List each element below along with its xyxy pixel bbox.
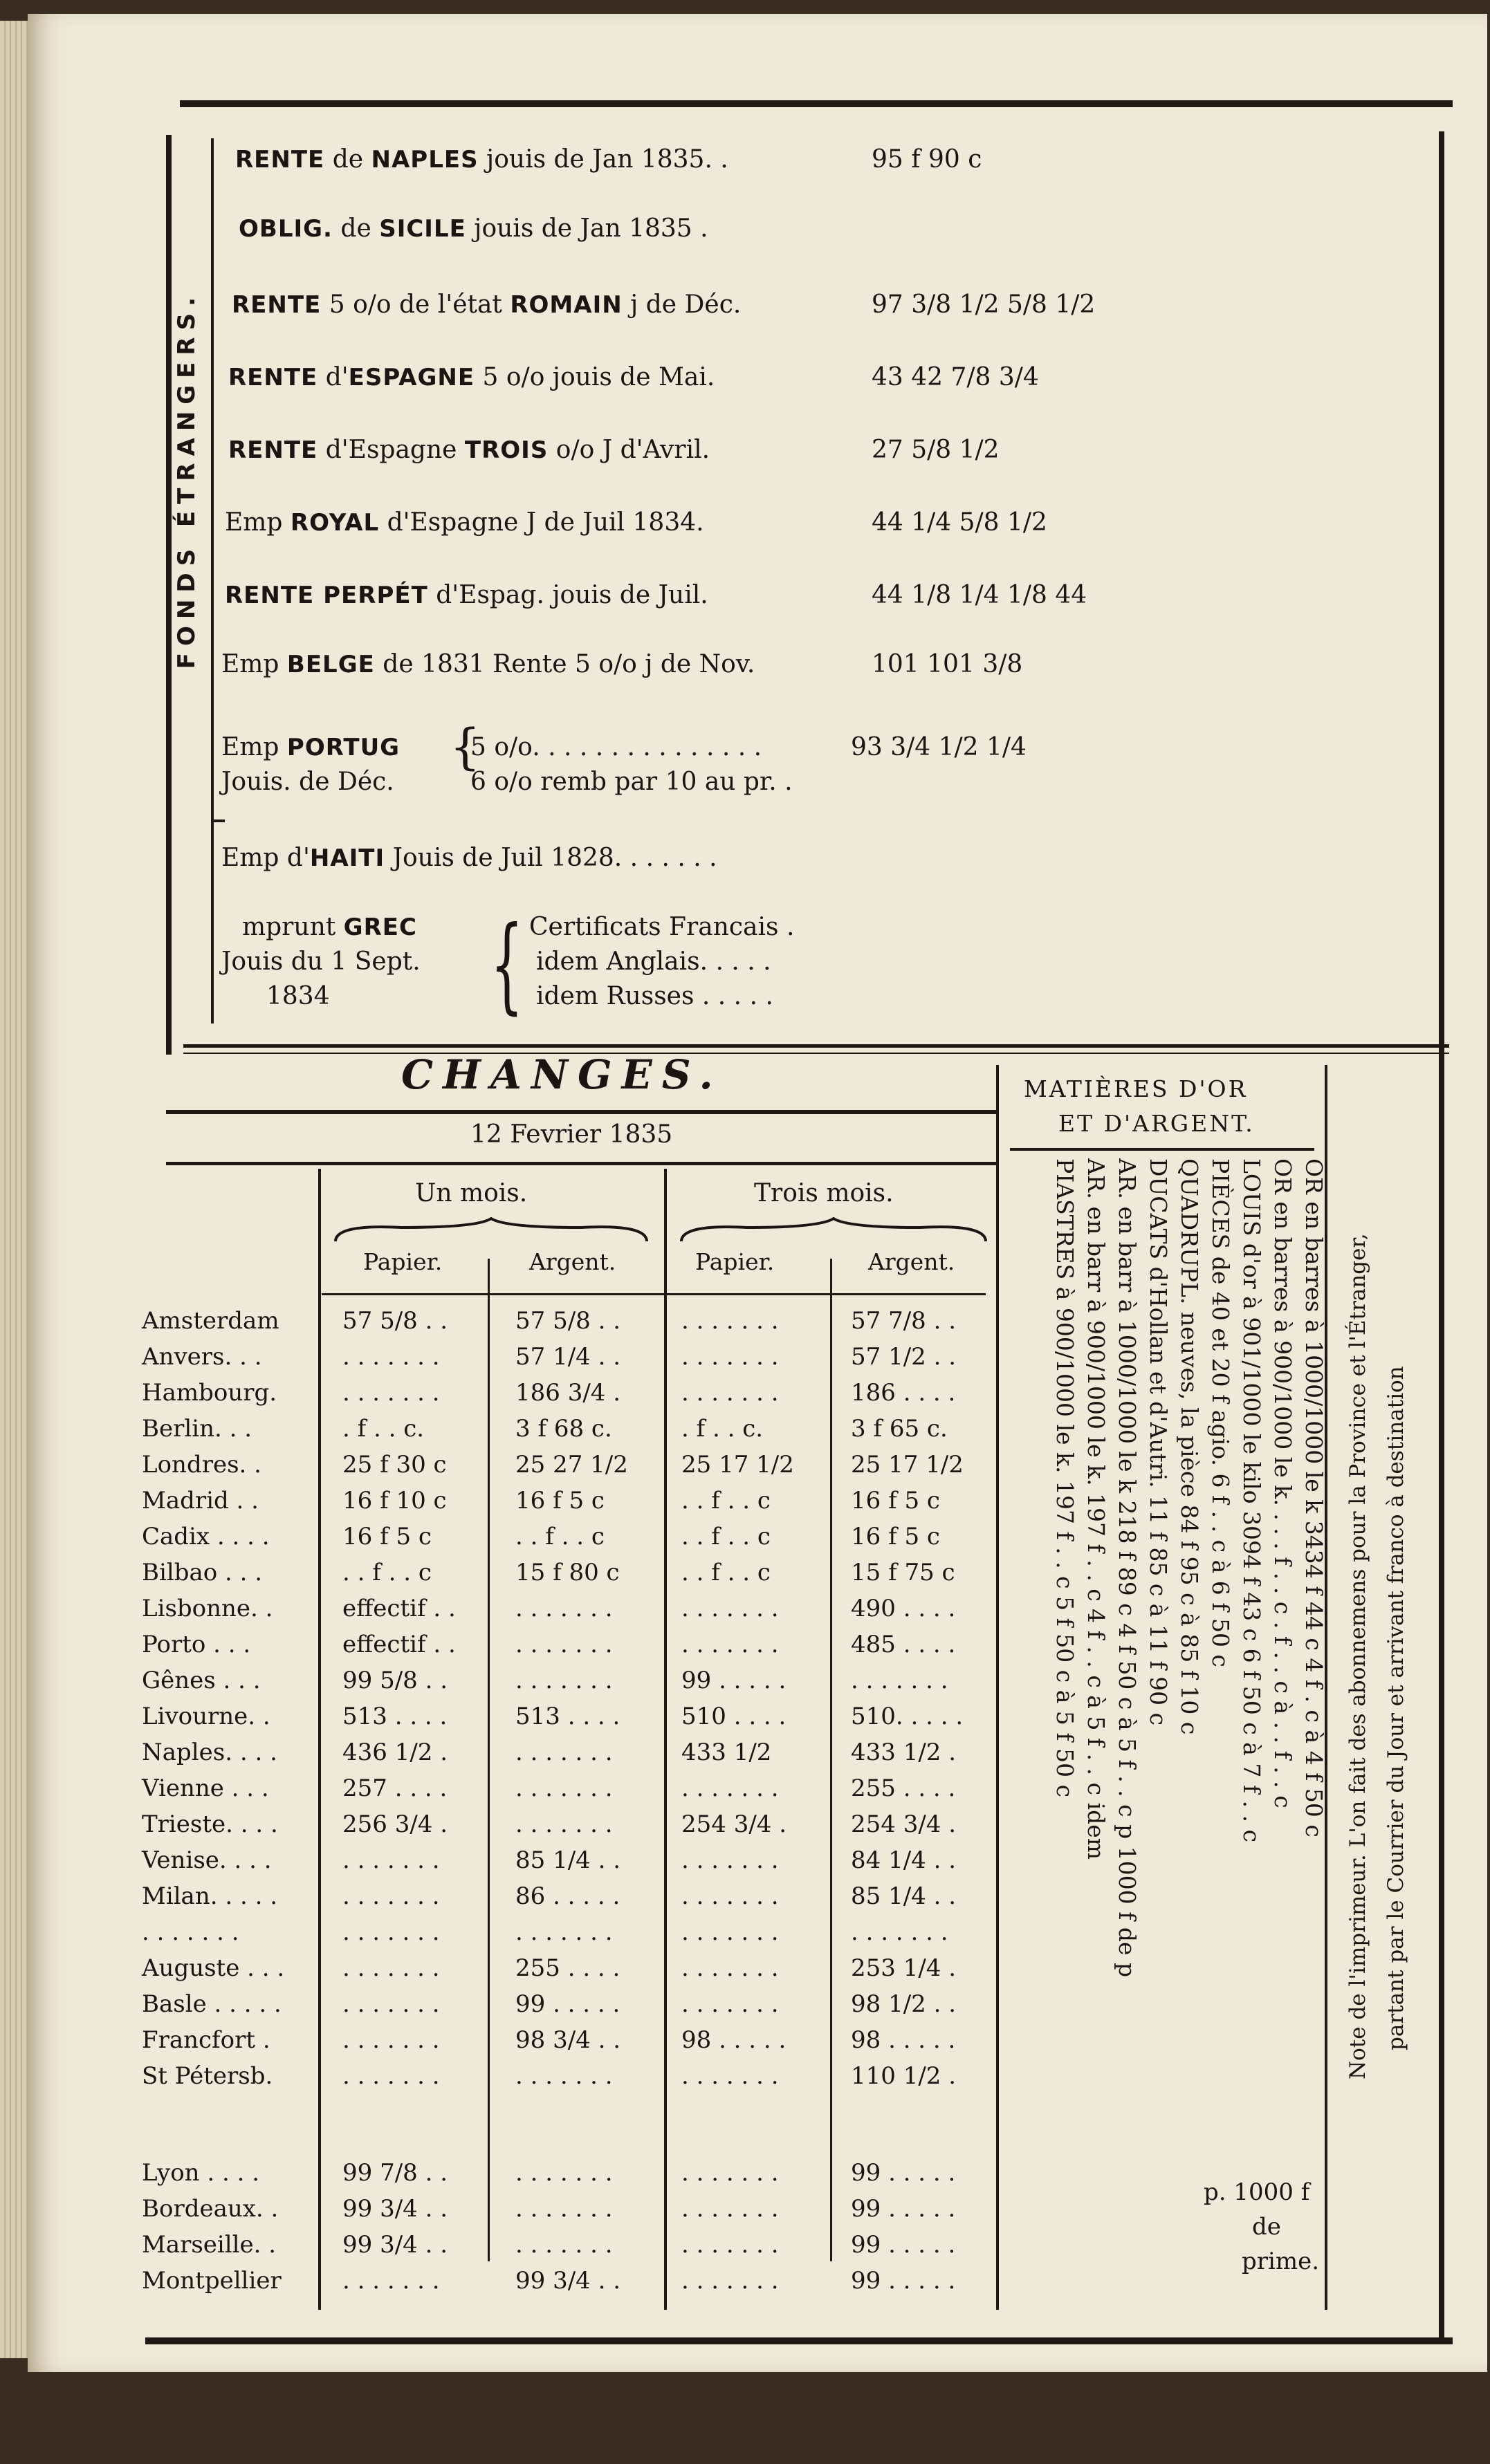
place-name: St Pétersb. — [142, 2062, 273, 2090]
matiere-entry: PIÈCES de 40 et 20 f agio. 6 f . . c à 6 f 50 c — [1207, 1158, 1234, 1667]
exchange-rate-cell: 25 17 1/2 — [681, 1451, 794, 1479]
exchange-rate-cell: . . . . . . . — [342, 1918, 440, 1946]
exchange-rate-cell: . . . . . . . — [342, 1882, 440, 1910]
exchange-rate-cell: . . . . . . . — [681, 1343, 779, 1371]
exchange-rate-cell: 3 f 68 c. — [515, 1415, 612, 1443]
exchange-rate-cell: . . . . . . . — [342, 1343, 440, 1371]
matieres-rule — [1010, 1148, 1314, 1151]
note-line-2: partant par le Courrier du Jour et arrivant franco à destination — [1383, 1366, 1408, 2050]
prime-prime: prime. — [1242, 2248, 1320, 2275]
header-papier-2: Papier. — [695, 1248, 775, 1275]
section-rule-1 — [183, 1044, 1449, 1048]
section-rule-2 — [183, 1053, 1449, 1054]
fonds-row-pre: Emp — [221, 650, 287, 678]
fonds-row-bold2: ESPAGNE — [348, 364, 475, 391]
changes-date: 12 Fevrier 1835 — [470, 1120, 673, 1149]
fonds-divider — [211, 138, 214, 1023]
fonds-row — [228, 363, 1039, 391]
portug-name: PORTUG — [286, 734, 401, 761]
fonds-row-bold2: TROIS — [464, 436, 549, 464]
fonds-row-post: jouis de Jan 1835. . — [478, 145, 728, 174]
exchange-rate-cell: . . f . . c — [681, 1559, 771, 1586]
exchange-rate-cell: 99 3/4 . . — [515, 2267, 621, 2295]
fonds-etrangers-label: FONDS ÉTRANGERS. — [173, 290, 201, 669]
exchange-rate-cell: 99 3/4 . . — [342, 2195, 448, 2223]
exchange-rate-cell: . . . . . . . — [515, 2231, 613, 2259]
haiti-divider — [211, 819, 225, 822]
fonds-row-bold: RENTE — [235, 146, 325, 174]
exchange-rate-cell: . . . . . . . — [342, 2062, 440, 2090]
exchange-rate-cell: . . . . . . . — [681, 1846, 779, 1874]
place-name: Milan. . . . . — [142, 1882, 277, 1910]
exchange-rate-cell: . . . . . . . — [681, 1595, 779, 1622]
fonds-row-bold: BELGE — [286, 651, 375, 678]
fonds-row-bold: ROYAL — [290, 509, 380, 537]
exchange-rate-cell: . . . . . . . — [681, 2231, 779, 2259]
exchange-rate-cell: 16 f 10 c — [342, 1487, 447, 1514]
haiti-prefix: Emp d' — [221, 844, 310, 872]
exchange-rate-cell: . . . . . . . — [342, 1954, 440, 1982]
exchange-rate-cell: . . . . . . . — [515, 2195, 613, 2223]
grec-cert-francais: Certificats Francais . — [529, 913, 795, 941]
exchange-rate-cell: 257 . . . . — [342, 1775, 448, 1802]
place-name: Venise. . . . — [142, 1846, 272, 1874]
exchange-rate-cell: 254 3/4 . — [851, 1810, 957, 1838]
place-name: Marseille. . — [142, 2231, 277, 2259]
fonds-row-mid: de 1831 Rente 5 o/o j de Nov. — [374, 650, 755, 678]
exchange-rate-cell: 98 . . . . . — [681, 2026, 787, 2054]
place-name: Naples. . . . — [142, 1739, 277, 1766]
fonds-row — [232, 290, 1096, 319]
place-name: . . . . . . . — [142, 1918, 239, 1946]
fonds-row — [221, 650, 1023, 678]
exchange-rate-cell: 513 . . . . — [342, 1703, 448, 1730]
fonds-row-price: 43 42 7/8 3/4 — [872, 363, 1039, 391]
header-trois-mois: Trois mois. — [754, 1179, 894, 1207]
fonds-row-bold2: ROMAIN — [510, 291, 623, 319]
col-rule-places — [318, 1169, 321, 2310]
place-name: Lisbonne. . — [142, 1595, 273, 1622]
exchange-rate-cell: 16 f 5 c — [851, 1523, 940, 1550]
grec-brace: { — [490, 905, 524, 1025]
exchange-rate-cell: 57 7/8 . . — [851, 1307, 957, 1335]
haiti-name: HAITI — [309, 844, 385, 872]
fonds-row-price: 95 f 90 c — [872, 145, 982, 174]
exchange-rate-cell: 99 5/8 . . — [342, 1667, 448, 1694]
grec-cert-anglais: idem Anglais. . . . . — [536, 947, 771, 976]
fonds-row-price: 44 1/8 1/4 1/8 44 — [872, 581, 1087, 609]
exchange-rate-cell: 98 . . . . . — [851, 2026, 956, 2054]
place-name: Cadix . . . . — [142, 1523, 270, 1550]
exchange-rate-cell: 433 1/2 . — [851, 1739, 957, 1766]
exchange-rate-cell: 25 f 30 c — [342, 1451, 447, 1479]
fonds-row-bold2: SICILE — [379, 215, 466, 243]
fonds-row-bold: RENTE PERPÉT — [225, 582, 428, 609]
exchange-rate-cell: 510. . . . . — [851, 1703, 964, 1730]
exchange-rate-cell: 15 f 80 c — [515, 1559, 620, 1586]
matieres-title-1: MATIÈRES D'OR — [1024, 1075, 1248, 1102]
exchange-rate-cell: . . . . . . . — [342, 1379, 440, 1407]
exchange-rate-cell: 3 f 65 c. — [851, 1415, 948, 1443]
matieres-title-2: ET D'ARGENT. — [1058, 1110, 1255, 1137]
exchange-rate-cell: 510 . . . . — [681, 1703, 787, 1730]
col-rule-2 — [664, 1169, 667, 2310]
fonds-row — [225, 508, 1047, 537]
grec-line-2: Jouis du 1 Sept. — [221, 947, 421, 976]
right-border — [1439, 131, 1444, 2337]
exchange-rate-cell: . . . . . . . — [851, 1918, 948, 1946]
portug-price: 93 3/4 1/2 1/4 — [851, 733, 1027, 761]
col-rule-4 — [996, 1065, 999, 2310]
fonds-row-mid: d'Espagne — [318, 436, 465, 464]
exchange-rate-cell: 16 f 5 c — [342, 1523, 432, 1550]
fonds-row-mid: d'Espagne J de Juil 1834. — [379, 508, 704, 537]
exchange-rate-cell: . . f . . c — [342, 1559, 432, 1586]
grec-cert-russes: idem Russes . . . . . — [536, 982, 773, 1010]
header-papier-1: Papier. — [363, 1248, 443, 1275]
fonds-row-bold: RENTE — [228, 364, 318, 391]
header-un-mois: Un mois. — [415, 1179, 528, 1207]
exchange-rate-cell: . . . . . . . — [681, 1631, 779, 1658]
exchange-rate-cell: . . . . . . . — [515, 1595, 613, 1622]
exchange-rate-cell: 25 27 1/2 — [515, 1451, 628, 1479]
place-name: Berlin. . . — [142, 1415, 252, 1443]
matiere-entry: LOUIS d'or à 901/1000 le kilo 3094 f 43 c 6 f 50 c à 7 f . . c — [1238, 1158, 1265, 1843]
exchange-rate-cell: . . . . . . . — [681, 1990, 779, 2018]
exchange-rate-cell: 490 . . . . — [851, 1595, 956, 1622]
fonds-row-mid: de — [324, 145, 371, 174]
exchange-rate-cell: . . f . . c — [681, 1523, 771, 1550]
exchange-rate-cell: 57 5/8 . . — [342, 1307, 448, 1335]
exchange-rate-cell: 99 . . . . . — [851, 2195, 956, 2223]
exchange-rate-cell: 98 1/2 . . — [851, 1990, 957, 2018]
exchange-rate-cell: . . . . . . . — [681, 1775, 779, 1802]
exchange-rate-cell: . . . . . . . — [681, 1954, 779, 1982]
place-name: Madrid . . — [142, 1487, 259, 1514]
exchange-rate-cell: . f . . c. — [342, 1415, 425, 1443]
exchange-rate-cell: 256 3/4 . — [342, 1810, 448, 1838]
exchange-rate-cell: effectif . . — [342, 1631, 456, 1658]
exchange-rate-cell: 16 f 5 c — [515, 1487, 605, 1514]
exchange-rate-cell: . . . . . . . — [681, 2159, 779, 2187]
note-line-1: Note de l'imprimeur. L'on fait des abonnemens pour la Province et l'Étranger, — [1345, 1233, 1370, 2079]
grec-line-1 — [242, 913, 417, 941]
place-name: Lyon . . . . — [142, 2159, 260, 2187]
haiti-entry — [221, 844, 717, 872]
exchange-rate-cell: 436 1/2 . — [342, 1739, 448, 1766]
exchange-rate-cell: 186 . . . . — [851, 1379, 956, 1407]
fonds-row — [235, 145, 982, 174]
exchange-rate-cell: 99 . . . . . — [515, 1990, 620, 2018]
exchange-rate-cell: 86 . . . . . — [515, 1882, 620, 1910]
fonds-row-bold: OBLIG. — [239, 215, 333, 243]
exchange-rate-cell: 25 17 1/2 — [851, 1451, 964, 1479]
matiere-entry: PIASTRES à 900/1000 le k. 197 f . . c 5 f 50 c à 5 f 50 c — [1051, 1158, 1078, 1798]
grec-line-3: 1834 — [266, 982, 330, 1010]
fonds-row-price: 27 5/8 1/2 — [872, 436, 1000, 464]
exchange-rate-cell: . . . . . . . — [515, 2062, 613, 2090]
place-name: Gênes . . . — [142, 1667, 261, 1694]
exchange-rate-cell: 513 . . . . — [515, 1703, 620, 1730]
exchange-rate-cell: 255 . . . . — [515, 1954, 620, 1982]
exchange-rate-cell: . . f . . c — [681, 1487, 771, 1514]
exchange-rate-cell: . . . . . . . — [681, 2267, 779, 2295]
changes-rule-bottom — [166, 1162, 996, 1165]
exchange-rate-cell: . . . . . . . — [342, 1846, 440, 1874]
exchange-rate-cell: . . . . . . . — [515, 1810, 613, 1838]
exchange-rate-cell: 485 . . . . — [851, 1631, 956, 1658]
bottom-border — [145, 2337, 1453, 2344]
exchange-rate-cell: 57 1/4 . . — [515, 1343, 621, 1371]
fonds-row — [225, 581, 1087, 609]
changes-title: CHANGES. — [401, 1051, 723, 1098]
exchange-rate-cell: 57 5/8 . . — [515, 1307, 621, 1335]
exchange-rate-cell: 85 1/4 . . — [515, 1846, 621, 1874]
exchange-rate-cell: . . . . . . . — [681, 2062, 779, 2090]
prime-de: de — [1252, 2213, 1281, 2241]
exchange-rate-cell: 99 . . . . . — [851, 2267, 956, 2295]
exchange-rate-cell: . . . . . . . — [681, 1882, 779, 1910]
place-name: Livourne. . — [142, 1703, 270, 1730]
exchange-rate-cell: 84 1/4 . . — [851, 1846, 957, 1874]
changes-rule-top — [166, 1110, 996, 1114]
top-border — [180, 100, 1453, 107]
header-argent-2: Argent. — [868, 1248, 955, 1275]
exchange-rate-cell: . . . . . . . — [515, 1775, 613, 1802]
matiere-entry: QUADRUPL. neuves, la pièce 84 f 95 c à 85 f 10 c — [1176, 1158, 1203, 1735]
exchange-rate-cell: 99 . . . . . — [851, 2159, 956, 2187]
header-underline — [322, 1293, 986, 1295]
fonds-row-mid: de — [332, 214, 380, 243]
fonds-row-mid: 5 o/o de l'état — [321, 290, 511, 319]
fonds-row-bold: RENTE — [232, 291, 322, 319]
exchange-rate-cell: . . . . . . . — [342, 1990, 440, 2018]
prime-p: p. 1000 f — [1204, 2178, 1310, 2206]
place-name: Bilbao . . . — [142, 1559, 263, 1586]
exchange-rate-cell: . . . . . . . — [515, 1667, 613, 1694]
matiere-entry: DUCATS d'Hollan et d'Autri. 11 f 85 c à 11 f 90 c — [1145, 1158, 1172, 1726]
exchange-rate-cell: 16 f 5 c — [851, 1487, 940, 1514]
header-argent-1: Argent. — [529, 1248, 616, 1275]
document-page — [28, 14, 1487, 2372]
exchange-rate-cell: 255 . . . . — [851, 1775, 956, 1802]
brace-un-mois — [332, 1217, 650, 1245]
col-rule-1 — [488, 1259, 490, 2261]
place-name: Bordeaux. . — [142, 2195, 279, 2223]
exchange-rate-cell: 253 1/4 . — [851, 1954, 957, 1982]
portug-rate-1: 5 o/o. . . . . . . . . . . . . . . — [470, 733, 762, 761]
fonds-row-price: 44 1/4 5/8 1/2 — [872, 508, 1047, 537]
exchange-rate-cell: 110 1/2 . — [851, 2062, 957, 2090]
matiere-entry: AR. en barr à 900/1000 le k. 197 f . . c 4 f . . c à 5 f . . c idem — [1083, 1158, 1110, 1860]
fonds-row-post: jouis de Jan 1835 . — [466, 214, 708, 243]
place-name: Basle . . . . . — [142, 1990, 282, 2018]
place-name: Hambourg. — [142, 1379, 277, 1407]
exchange-rate-cell: 15 f 75 c — [851, 1559, 955, 1586]
exchange-rate-cell: effectif . . — [342, 1595, 456, 1622]
col-rule-3 — [830, 1259, 832, 2261]
portug-prefix: Emp — [221, 733, 287, 761]
exchange-rate-cell: 99 . . . . . — [851, 2231, 956, 2259]
exchange-rate-cell: 186 3/4 . — [515, 1379, 621, 1407]
fonds-row-price: 101 101 3/8 — [872, 650, 1023, 678]
portug-entry-line2 — [221, 768, 793, 796]
exchange-rate-cell: . . . . . . . — [515, 1918, 613, 1946]
place-name: Anvers. . . — [142, 1343, 262, 1371]
fonds-row-post: j de Déc. — [622, 290, 742, 319]
exchange-rate-cell: 99 7/8 . . — [342, 2159, 448, 2187]
exchange-rate-cell: . . . . . . . — [342, 2267, 440, 2295]
place-name: Vienne . . . — [142, 1775, 269, 1802]
fonds-row — [239, 214, 708, 243]
grec-name: GREC — [343, 914, 417, 941]
place-name: Amsterdam — [142, 1307, 279, 1335]
exchange-rate-cell: . . . . . . . — [681, 2195, 779, 2223]
exchange-rate-cell: . . . . . . . — [681, 1918, 779, 1946]
place-name: Londres. . — [142, 1451, 261, 1479]
place-name: Trieste. . . . — [142, 1810, 278, 1838]
fonds-row-post: 5 o/o jouis de Mai. — [475, 363, 715, 391]
haiti-detail: Jouis de Juil 1828. . . . . . . — [385, 844, 717, 872]
fonds-row-bold: RENTE — [228, 436, 318, 464]
fonds-row-mid: d' — [318, 363, 349, 391]
exchange-rate-cell: . . . . . . . — [681, 1379, 779, 1407]
place-name: Auguste . . . — [142, 1954, 285, 1982]
left-border — [166, 135, 172, 1055]
matiere-entry: AR. en barr à 1000/1000 le k 218 f 89 c 4 f 50 c à 5 f . . c p 1000 f de p — [1114, 1158, 1141, 1978]
exchange-rate-cell: . . . . . . . — [681, 1307, 779, 1335]
exchange-rate-cell: 433 1/2 — [681, 1739, 772, 1766]
matiere-entry: OR en barres à 1000/1000 le k 3434 f 44 c 4 f . c à 4 f 50 c — [1300, 1158, 1327, 1837]
exchange-rate-cell: . . . . . . . — [851, 1667, 948, 1694]
exchange-rate-cell: . . . . . . . — [515, 1739, 613, 1766]
fonds-row-price: 97 3/8 1/2 5/8 1/2 — [872, 290, 1096, 319]
exchange-rate-cell: 98 3/4 . . — [515, 2026, 621, 2054]
fonds-row-mid: d'Espag. jouis de Juil. — [427, 581, 708, 609]
exchange-rate-cell: . f . . c. — [681, 1415, 764, 1443]
fonds-row-post: o/o J d'Avril. — [548, 436, 710, 464]
fonds-row-bold2: NAPLES — [371, 146, 479, 174]
exchange-rate-cell: . . . . . . . — [515, 1631, 613, 1658]
brace-trois-mois — [678, 1217, 989, 1245]
portug-rate-2: 6 o/o remb par 10 au pr. . — [470, 768, 793, 796]
place-name: Porto . . . — [142, 1631, 251, 1658]
portug-entry — [221, 719, 1027, 775]
portug-jouis: Jouis. de Déc. — [221, 768, 394, 796]
brace: { — [450, 719, 481, 775]
matiere-entry: OR en barres à 900/1000 le k. . . . f . . c . f . . c à . . f . . c — [1269, 1158, 1296, 1808]
fonds-row — [228, 436, 1000, 464]
grec-prefix: mprunt — [242, 913, 344, 941]
exchange-rate-cell: 254 3/4 . — [681, 1810, 787, 1838]
exchange-rate-cell: . . f . . c — [515, 1523, 605, 1550]
exchange-rate-cell: 99 . . . . . — [681, 1667, 787, 1694]
exchange-rate-cell: 99 3/4 . . — [342, 2231, 448, 2259]
exchange-rate-cell: . . . . . . . — [515, 2159, 613, 2187]
place-name: Francfort . — [142, 2026, 270, 2054]
exchange-rate-cell: 57 1/2 . . — [851, 1343, 957, 1371]
exchange-rate-cell: 85 1/4 . . — [851, 1882, 957, 1910]
place-name: Montpellier — [142, 2267, 282, 2295]
fonds-row-pre: Emp — [225, 508, 291, 537]
exchange-rate-cell: . . . . . . . — [342, 2026, 440, 2054]
